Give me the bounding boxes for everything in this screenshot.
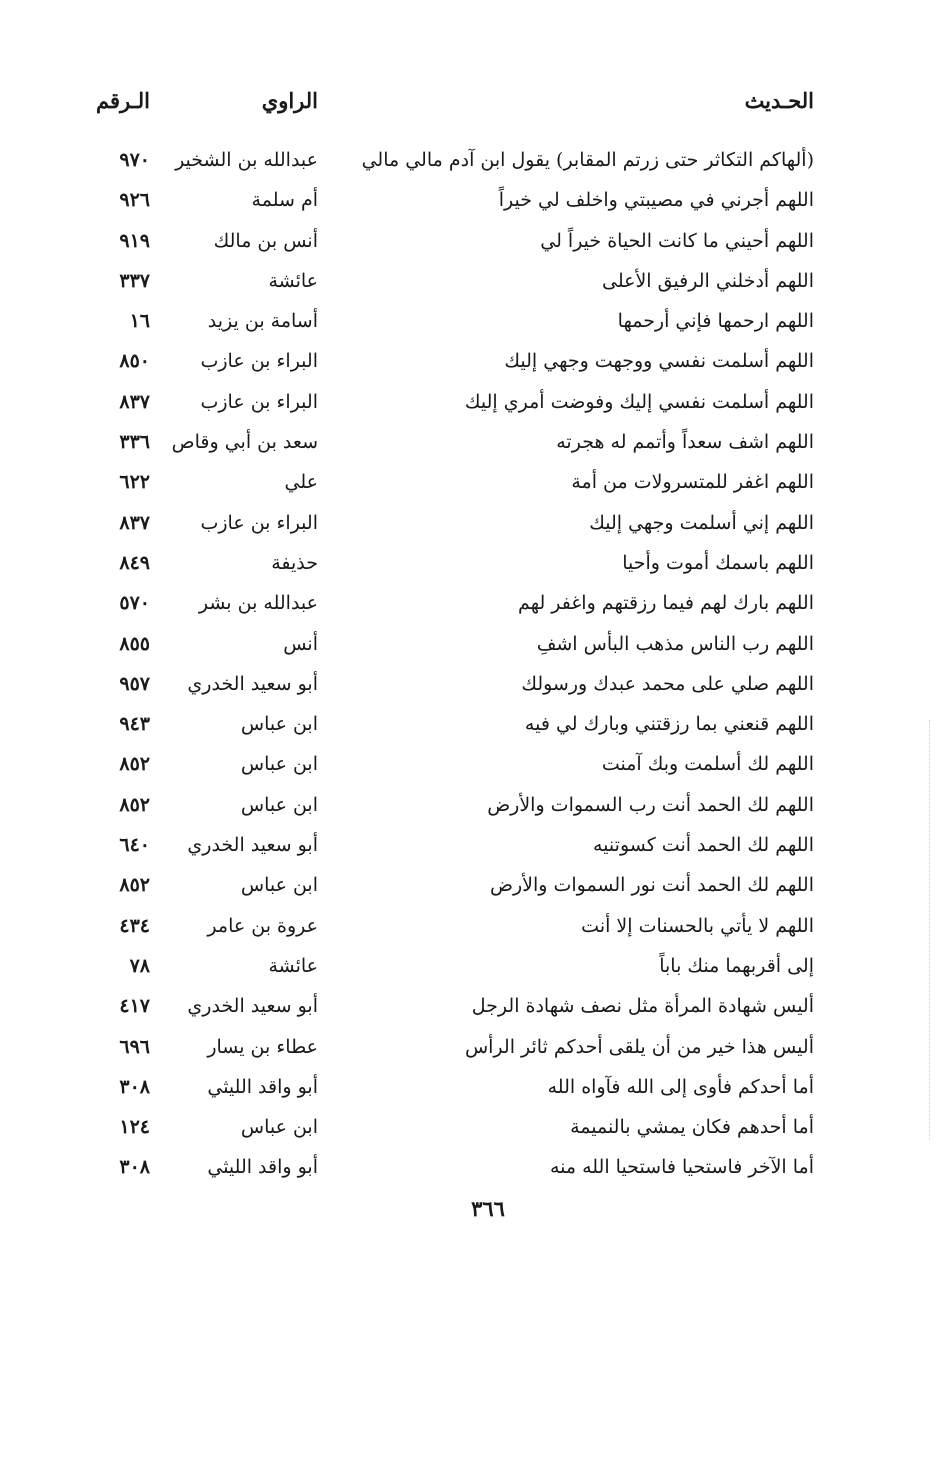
- table-row: [0, 1149, 936, 1189]
- hadith-text: اللهم بارك لهم فيما رزقتهم واغفر لهم: [518, 592, 814, 615]
- table-row: [0, 746, 936, 786]
- narrator-name: أبو سعيد الخدري: [187, 672, 318, 695]
- narrator-name: ابن عباس: [240, 793, 318, 816]
- narrator-name: أبو واقد الليثي: [207, 1075, 318, 1098]
- header-narrator: الراوي: [261, 88, 318, 113]
- narrator-name: ابن عباس: [240, 874, 318, 897]
- hadith-text: اللهم قنعني بما رزقتني وبارك لي فيه: [524, 713, 814, 736]
- narrator-name: البراء بن عازب: [200, 511, 318, 534]
- reference-number: ٦٢٢: [119, 471, 150, 494]
- table-row: [0, 867, 936, 907]
- page-number: [0, 1196, 936, 1221]
- table-row: [0, 223, 936, 263]
- hadith-text: اللهم إني أسلمت وجهي إليك: [589, 511, 814, 534]
- narrator-name: علي: [284, 471, 318, 494]
- reference-number: ١٦: [129, 310, 150, 333]
- header-number: الـرقم: [96, 88, 150, 113]
- table-row: [0, 666, 936, 706]
- reference-number: ٧٨: [129, 954, 150, 977]
- narrator-name: أم سلمة: [251, 189, 318, 212]
- table-row: [0, 182, 936, 222]
- hadith-text: اللهم أدخلني الرفيق الأعلى: [601, 269, 814, 292]
- reference-number: ٣٠٨: [119, 1075, 150, 1098]
- reference-number: ٣٠٨: [119, 1156, 150, 1179]
- hadith-text: اللهم لك الحمد أنت كسوتنيه: [593, 834, 814, 857]
- hadith-text: أما أحدهم فكان يمشي بالنميمة: [570, 1116, 814, 1139]
- hadith-text: اللهم أسلمت نفسي إليك وفوضت أمري إليك: [464, 390, 814, 413]
- reference-number: ٨٥٢: [119, 793, 150, 816]
- reference-number: ٩٧٠: [119, 149, 150, 171]
- table-row: [0, 545, 936, 585]
- scan-edge-mark: [927, 720, 930, 1140]
- hadith-text: اللهم صلي على محمد عبدك ورسولك: [521, 672, 814, 695]
- narrator-name: عطاء بن يسار: [207, 1035, 318, 1058]
- narrator-name: أنس: [283, 632, 318, 655]
- reference-number: ٦٩٦: [119, 1035, 150, 1058]
- table-row: [0, 706, 936, 746]
- table-row: [0, 505, 936, 545]
- table-row: [0, 263, 936, 303]
- table-row: [0, 787, 936, 827]
- table-row: [0, 343, 936, 383]
- hadith-text: أليس هذا خير من أن يلقى أحدكم ثائر الرأس: [464, 1035, 814, 1058]
- reference-number: ٨٥٢: [119, 753, 150, 776]
- reference-number: ٣٣٧: [119, 269, 150, 292]
- table-row: [0, 585, 936, 625]
- reference-number: ٥٧٠: [119, 592, 150, 615]
- narrator-name: أنس بن مالك: [213, 229, 318, 252]
- hadith-text: اللهم رب الناس مذهب البأس اشفِ: [536, 632, 814, 655]
- reference-number: ٣٣٦: [119, 431, 150, 454]
- narrator-name: عبدالله بن بشر: [198, 592, 318, 615]
- reference-number: ٤١٧: [119, 995, 150, 1018]
- table-row: [0, 1029, 936, 1069]
- hadith-text: أما الآخر فاستحيا فاستحيا الله منه: [549, 1156, 814, 1179]
- reference-number: ٩١٩: [119, 229, 150, 252]
- table-row: [0, 1109, 936, 1149]
- table-row: [0, 142, 936, 182]
- hadith-table: [0, 142, 936, 1190]
- reference-number: ٩٤٣: [119, 713, 150, 736]
- narrator-name: البراء بن عازب: [200, 350, 318, 373]
- table-row: [0, 464, 936, 504]
- reference-number: ٨٥٥: [119, 632, 150, 655]
- hadith-text: إلى أقربهما منك باباً: [659, 954, 814, 977]
- narrator-name: أبو واقد الليثي: [207, 1156, 318, 1179]
- hadith-text: اللهم أسلمت نفسي ووجهت وجهي إليك: [504, 350, 814, 373]
- table-row: [0, 384, 936, 424]
- reference-number: ٨٤٩: [119, 551, 150, 574]
- narrator-name: أسامة بن يزيد: [207, 310, 318, 333]
- reference-number: ٨٣٧: [119, 511, 150, 534]
- narrator-name: البراء بن عازب: [200, 390, 318, 413]
- reference-number: ٩٥٧: [119, 672, 150, 695]
- hadith-text: اللهم لك الحمد أنت رب السموات والأرض: [487, 793, 814, 816]
- table-row: [0, 1069, 936, 1109]
- header-hadith: الحـديث: [744, 88, 814, 113]
- page-number-text: ٣٦٦: [471, 1196, 505, 1221]
- table-row: [0, 948, 936, 988]
- narrator-name: حذيفة: [271, 551, 318, 574]
- narrator-name: ابن عباس: [240, 713, 318, 736]
- reference-number: ٨٥٠: [119, 350, 150, 373]
- narrator-name: أبو سعيد الخدري: [187, 995, 318, 1018]
- hadith-text: اللهم لا يأتي بالحسنات إلا أنت: [581, 914, 814, 937]
- reference-number: ٦٤٠: [119, 834, 150, 857]
- narrator-name: ابن عباس: [240, 1116, 318, 1139]
- hadith-text: اللهم أجرني في مصيبتي واخلف لي خيراً: [498, 189, 814, 212]
- table-header: [0, 84, 936, 124]
- narrator-name: عائشة: [268, 269, 318, 292]
- hadith-text: أما أحدكم فأوى إلى الله فآواه الله: [547, 1075, 814, 1098]
- hadith-text: اللهم لك الحمد أنت نور السموات والأرض: [489, 874, 814, 897]
- hadith-text: اللهم اغفر للمتسرولات من أمة: [571, 471, 814, 494]
- hadith-text: اللهم ارحمها فإني أرحمها: [617, 310, 814, 333]
- hadith-text: اللهم اشف سعداً وأتمم له هجرته: [556, 431, 814, 454]
- narrator-name: أبو سعيد الخدري: [187, 834, 318, 857]
- table-row: [0, 908, 936, 948]
- narrator-name: عائشة: [268, 954, 318, 977]
- reference-number: ٩٢٦: [119, 189, 150, 212]
- reference-number: ٨٣٧: [119, 390, 150, 413]
- hadith-text: اللهم لك أسلمت وبك آمنت: [601, 753, 814, 776]
- table-row: [0, 424, 936, 464]
- reference-number: ١٢٤: [119, 1116, 150, 1139]
- narrator-name: سعد بن أبي وقاص: [171, 431, 318, 454]
- hadith-text: اللهم باسمك أموت وأحيا: [622, 551, 814, 574]
- table-row: [0, 827, 936, 867]
- narrator-name: عروة بن عامر: [207, 914, 318, 937]
- hadith-text: أليس شهادة المرأة مثل نصف شهادة الرجل: [471, 995, 814, 1018]
- reference-number: ٤٣٤: [119, 914, 150, 937]
- table-row: [0, 626, 936, 666]
- hadith-text: اللهم أحيني ما كانت الحياة خيراً لي: [540, 229, 814, 252]
- hadith-text: (ألهاكم التكاثر حتى زرتم المقابر) يقول ابن آدم مالي مالي: [361, 149, 814, 171]
- narrator-name: عبدالله بن الشخير: [175, 149, 318, 171]
- table-row: [0, 303, 936, 343]
- narrator-name: ابن عباس: [240, 753, 318, 776]
- reference-number: ٨٥٢: [119, 874, 150, 897]
- table-row: [0, 988, 936, 1028]
